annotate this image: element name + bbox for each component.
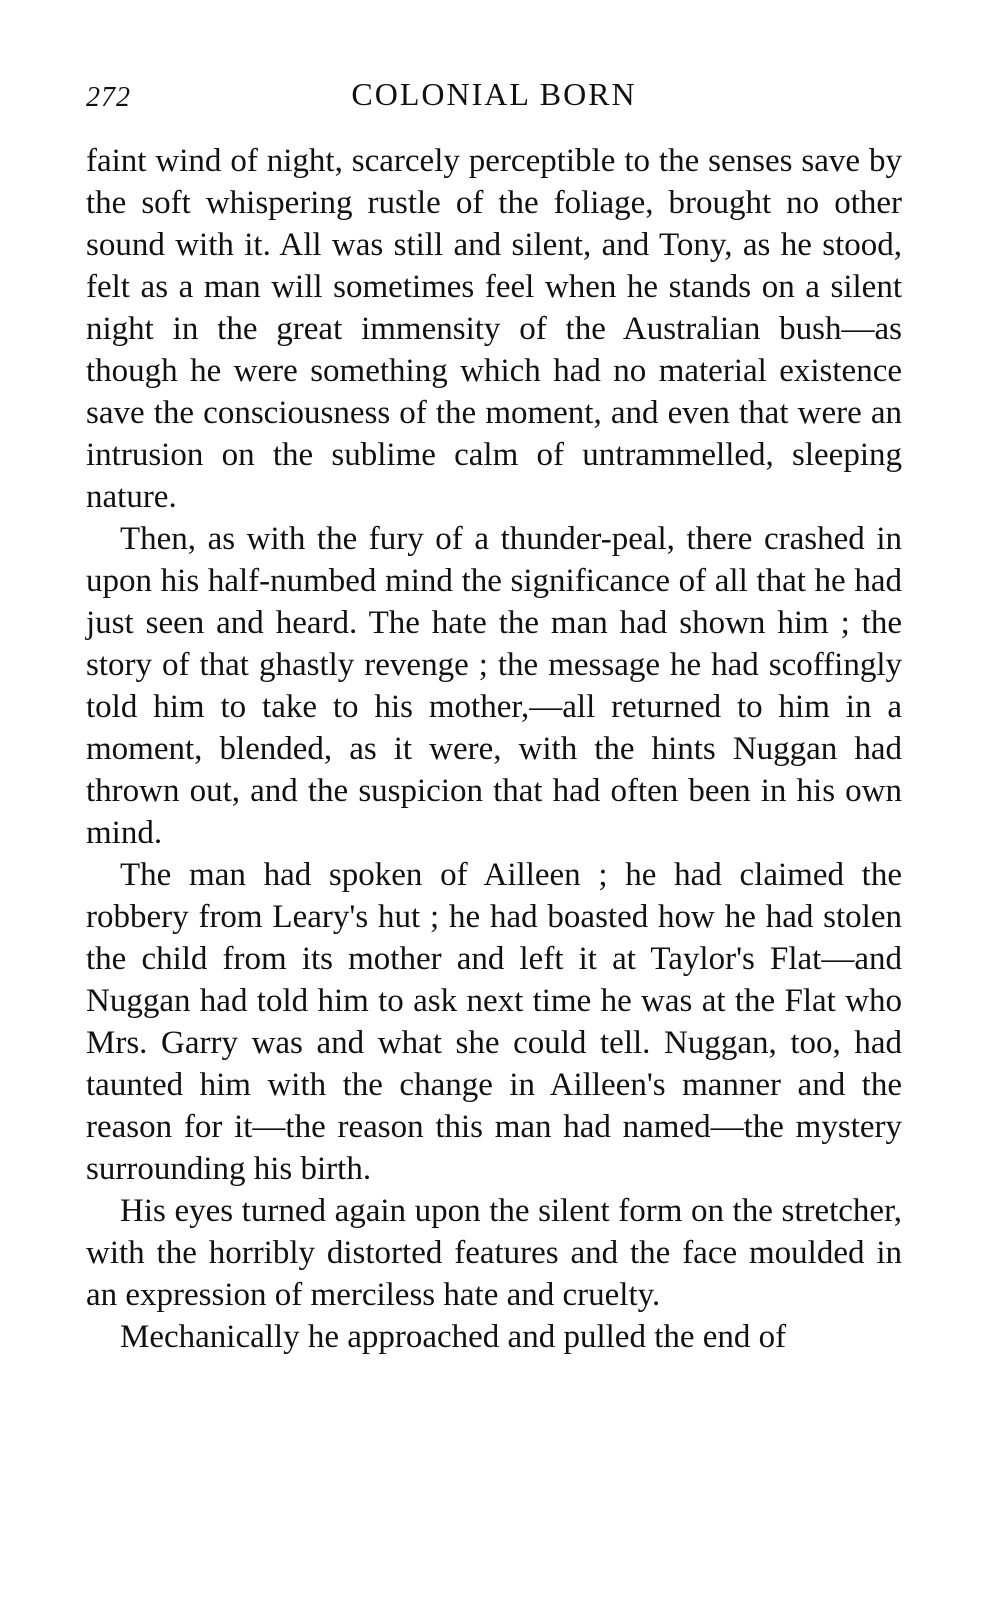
page-number: 272	[86, 82, 131, 113]
page-header	[86, 72, 902, 122]
body-text	[86, 140, 902, 1358]
running-title: COLONIAL BORN	[351, 76, 637, 112]
paragraph-continued: faint wind of night, scarcely perceptible to the senses save by the soft whispering rustle of the foliage, brought no other sound with it. All was still and silent, and Tony, as he stood, felt as a man will sometimes feel when he stands on a silent night in the great immensity of the Australian bush—as though he were something which had no material existence save the consciousness of the moment, and even that were an intrusion on the sublime calm of untrammelled, sleeping nature.	[86, 143, 902, 515]
paragraph: The man had spoken of Ailleen ; he had claimed the robbery from Leary's hut ; he had boasted how he had stolen the child from its mother and left it at Taylor's Flat—and Nuggan had told him to ask next time he was at the Flat who Mrs. Garry was and what she could tell. Nuggan, too, had taunted him with the change in Ailleen's manner and the reason for it—the reason this man had named—the mystery surrounding his birth.	[86, 857, 902, 1187]
paragraph: His eyes turned again upon the silent form on the stretcher, with the horribly distorted features and the face moulded in an expression of merciless hate and cruelty.	[86, 1193, 902, 1313]
paragraph-last: Mechanically he approached and pulled the end of	[120, 1319, 787, 1355]
paragraph: Then, as with the fury of a thunder-peal, there crashed in upon his half-numbed mind the significance of all that he had just seen and heard. The hate the man had shown him ; the story of that ghastly revenge ; the message he had scoffingly told him to take to his mother,—all returned to him in a moment, blended, as it were, with the hints Nuggan had thrown out, and the suspicion that had often been in his own mind.	[86, 521, 902, 851]
